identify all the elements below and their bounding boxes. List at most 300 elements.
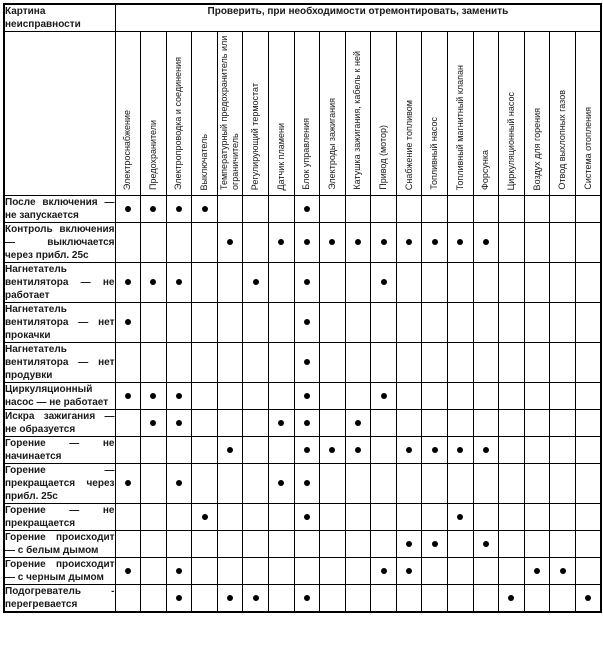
check-cell xyxy=(243,531,269,558)
check-dot xyxy=(278,239,284,245)
check-cell xyxy=(550,504,576,531)
check-cell xyxy=(345,410,371,437)
check-cell xyxy=(294,383,320,410)
check-dot xyxy=(125,206,131,212)
check-cell xyxy=(422,343,448,383)
check-cell xyxy=(422,303,448,343)
check-cell xyxy=(575,303,601,343)
check-dot xyxy=(381,393,387,399)
check-dot xyxy=(457,447,463,453)
check-cell xyxy=(268,585,294,613)
check-cell xyxy=(575,558,601,585)
check-cell xyxy=(371,410,397,437)
check-cell xyxy=(320,343,346,383)
check-cell xyxy=(115,531,141,558)
check-dot xyxy=(381,568,387,574)
check-cell xyxy=(320,531,346,558)
check-dot xyxy=(406,541,412,547)
check-dot xyxy=(483,447,489,453)
check-cell xyxy=(166,263,192,303)
check-dot xyxy=(508,595,514,601)
check-cell xyxy=(217,531,243,558)
fault-row-13 xyxy=(4,585,601,613)
check-cell xyxy=(268,437,294,464)
check-cell xyxy=(141,585,167,613)
check-cell xyxy=(217,383,243,410)
check-cell xyxy=(422,223,448,263)
check-cell xyxy=(499,437,525,464)
check-cell xyxy=(294,196,320,223)
check-dot xyxy=(176,420,182,426)
check-cell xyxy=(217,437,243,464)
check-cell xyxy=(422,410,448,437)
check-cell xyxy=(294,437,320,464)
check-cell xyxy=(141,558,167,585)
check-cell xyxy=(448,585,474,613)
check-dot xyxy=(202,206,208,212)
check-dot xyxy=(355,239,361,245)
check-dot xyxy=(150,393,156,399)
check-dot xyxy=(176,480,182,486)
check-cell xyxy=(268,196,294,223)
check-cell xyxy=(217,410,243,437)
check-cell xyxy=(499,585,525,613)
check-cell xyxy=(524,303,550,343)
check-dot xyxy=(585,595,591,601)
check-dot xyxy=(304,279,310,285)
check-cell xyxy=(268,303,294,343)
check-cell xyxy=(115,558,141,585)
check-cell xyxy=(217,343,243,383)
check-dot xyxy=(278,420,284,426)
check-cell xyxy=(575,223,601,263)
column-header-8 xyxy=(294,32,320,196)
check-cell xyxy=(192,343,218,383)
check-cell xyxy=(550,585,576,613)
check-cell xyxy=(268,558,294,585)
fault-row-label: Горение — прекращается через прибл. 25с xyxy=(5,465,115,502)
check-cell xyxy=(524,437,550,464)
check-cell xyxy=(243,263,269,303)
check-cell xyxy=(371,464,397,504)
check-cell xyxy=(294,343,320,383)
column-header-14 xyxy=(448,32,474,196)
check-cell xyxy=(473,504,499,531)
table-body xyxy=(4,196,601,613)
fault-row-label: Искра зажигания — не образуется xyxy=(5,411,115,435)
check-cell xyxy=(320,585,346,613)
check-cell xyxy=(448,531,474,558)
check-cell xyxy=(473,437,499,464)
check-cell xyxy=(422,504,448,531)
column-header-label: Циркуляционный насос xyxy=(505,91,516,190)
column-header-10 xyxy=(345,32,371,196)
check-cell xyxy=(396,585,422,613)
check-dot xyxy=(202,514,208,520)
check-cell xyxy=(115,464,141,504)
check-dot xyxy=(278,480,284,486)
check-cell xyxy=(499,223,525,263)
check-cell xyxy=(473,464,499,504)
check-dot xyxy=(406,239,412,245)
check-cell xyxy=(294,263,320,303)
check-cell xyxy=(141,343,167,383)
column-header-7 xyxy=(268,32,294,196)
fault-row-label: Нагнетатель вентилятора — нет продувки xyxy=(5,344,115,381)
check-cell xyxy=(524,263,550,303)
check-dot xyxy=(176,279,182,285)
check-cell xyxy=(115,223,141,263)
check-cell xyxy=(268,410,294,437)
check-cell xyxy=(422,383,448,410)
check-cell xyxy=(473,531,499,558)
check-dot xyxy=(432,239,438,245)
check-dot xyxy=(176,393,182,399)
fault-row-3 xyxy=(4,263,601,303)
check-cell xyxy=(396,383,422,410)
check-dot xyxy=(432,541,438,547)
check-dot xyxy=(381,279,387,285)
check-cell xyxy=(217,464,243,504)
check-dot xyxy=(381,239,387,245)
check-cell xyxy=(396,531,422,558)
check-dot xyxy=(432,447,438,453)
check-cell xyxy=(294,464,320,504)
check-cell xyxy=(575,504,601,531)
check-cell xyxy=(345,531,371,558)
check-cell xyxy=(524,558,550,585)
check-cell xyxy=(217,196,243,223)
column-header-label: Система отопления xyxy=(582,107,593,190)
check-cell xyxy=(217,223,243,263)
check-cell xyxy=(294,303,320,343)
check-dot xyxy=(329,239,335,245)
check-dot xyxy=(304,393,310,399)
check-dot xyxy=(176,568,182,574)
check-dot xyxy=(457,239,463,245)
check-cell xyxy=(320,437,346,464)
column-header-label: Снабжение топливом xyxy=(403,99,414,190)
check-cell xyxy=(499,410,525,437)
check-dot xyxy=(125,568,131,574)
column-header-3 xyxy=(166,32,192,196)
main-header-row xyxy=(4,4,601,32)
check-cell xyxy=(166,531,192,558)
fault-row-4 xyxy=(4,303,601,343)
check-cell xyxy=(448,558,474,585)
check-cell xyxy=(575,410,601,437)
check-dot xyxy=(483,239,489,245)
check-cell xyxy=(396,263,422,303)
check-cell xyxy=(371,303,397,343)
check-cell xyxy=(166,223,192,263)
check-cell xyxy=(115,196,141,223)
check-cell xyxy=(166,343,192,383)
check-cell xyxy=(448,437,474,464)
column-header-label: Датчик пламени xyxy=(275,122,286,190)
column-header-16 xyxy=(499,32,525,196)
check-cell xyxy=(499,558,525,585)
check-cell xyxy=(294,585,320,613)
check-cell xyxy=(115,263,141,303)
check-dot xyxy=(176,206,182,212)
check-cell xyxy=(575,196,601,223)
check-dot xyxy=(406,568,412,574)
fault-row-10 xyxy=(4,504,601,531)
fault-row-8 xyxy=(4,437,601,464)
column-header-19 xyxy=(575,32,601,196)
fault-row-label: Горение происходит — с белым дымом xyxy=(5,532,115,556)
check-cell xyxy=(192,464,218,504)
check-cell xyxy=(294,558,320,585)
column-header-9 xyxy=(320,32,346,196)
check-cell xyxy=(499,303,525,343)
check-dot xyxy=(150,279,156,285)
check-dot xyxy=(483,541,489,547)
fault-row-5 xyxy=(4,343,601,383)
check-cell xyxy=(166,437,192,464)
check-cell xyxy=(243,558,269,585)
column-header-label: Предохранители xyxy=(147,120,158,190)
check-dot xyxy=(125,480,131,486)
check-cell xyxy=(115,437,141,464)
check-cell xyxy=(550,223,576,263)
fault-row-12 xyxy=(4,558,601,585)
check-cell xyxy=(243,303,269,343)
check-cell xyxy=(550,464,576,504)
check-cell xyxy=(575,464,601,504)
check-cell xyxy=(371,263,397,303)
check-dot xyxy=(304,420,310,426)
column-header-2 xyxy=(141,32,167,196)
check-cell xyxy=(294,223,320,263)
check-cell xyxy=(192,558,218,585)
check-cell xyxy=(396,303,422,343)
check-cell xyxy=(371,585,397,613)
check-cell xyxy=(243,464,269,504)
check-dot xyxy=(227,447,233,453)
check-dot xyxy=(150,420,156,426)
check-cell xyxy=(141,504,167,531)
column-header-label: Регулирующий термостат xyxy=(250,82,261,190)
check-cell xyxy=(243,343,269,383)
check-dot xyxy=(125,319,131,325)
check-cell xyxy=(115,343,141,383)
check-cell xyxy=(448,196,474,223)
check-cell xyxy=(141,531,167,558)
check-cell xyxy=(320,410,346,437)
check-cell xyxy=(268,531,294,558)
check-cell xyxy=(473,196,499,223)
check-cell xyxy=(294,531,320,558)
check-cell xyxy=(243,223,269,263)
check-cell xyxy=(448,504,474,531)
check-cell xyxy=(499,263,525,303)
check-dot xyxy=(406,447,412,453)
check-cell xyxy=(422,196,448,223)
check-cell xyxy=(499,196,525,223)
check-cell xyxy=(141,383,167,410)
check-cell xyxy=(217,504,243,531)
check-cell xyxy=(166,504,192,531)
check-cell xyxy=(217,303,243,343)
check-cell xyxy=(243,437,269,464)
check-cell xyxy=(141,196,167,223)
check-dot xyxy=(457,514,463,520)
check-cell xyxy=(448,343,474,383)
check-dot xyxy=(355,420,361,426)
check-cell xyxy=(345,223,371,263)
check-cell xyxy=(396,196,422,223)
check-cell xyxy=(499,343,525,383)
check-cell xyxy=(422,558,448,585)
check-cell xyxy=(345,343,371,383)
check-cell xyxy=(320,263,346,303)
check-cell xyxy=(524,410,550,437)
empty-corner-cell xyxy=(4,32,115,196)
check-cell xyxy=(141,303,167,343)
check-cell xyxy=(192,504,218,531)
check-cell xyxy=(371,558,397,585)
check-cell xyxy=(141,223,167,263)
check-cell xyxy=(473,585,499,613)
check-cell xyxy=(320,558,346,585)
check-cell xyxy=(166,303,192,343)
check-cell xyxy=(550,263,576,303)
check-cell xyxy=(422,531,448,558)
check-cell xyxy=(345,464,371,504)
column-header-label: Температурный предохранитель или ограничитель xyxy=(219,35,241,190)
check-cell xyxy=(550,558,576,585)
check-cell xyxy=(268,504,294,531)
check-cell xyxy=(192,263,218,303)
column-header-5 xyxy=(217,32,243,196)
check-cell xyxy=(550,343,576,383)
fault-row-label: Нагнетатель вентилятора — нет прокачки xyxy=(5,304,115,341)
check-cell xyxy=(371,504,397,531)
check-cell xyxy=(115,383,141,410)
fault-diagnosis-table xyxy=(3,3,602,613)
check-cell xyxy=(115,303,141,343)
check-cell xyxy=(345,504,371,531)
check-cell xyxy=(473,558,499,585)
check-cell xyxy=(166,464,192,504)
check-cell xyxy=(166,558,192,585)
check-dot xyxy=(304,319,310,325)
check-cell xyxy=(575,585,601,613)
check-cell xyxy=(320,223,346,263)
column-header-18 xyxy=(550,32,576,196)
column-header-12 xyxy=(396,32,422,196)
check-cell xyxy=(524,585,550,613)
check-cell xyxy=(473,410,499,437)
column-header-6 xyxy=(243,32,269,196)
check-cell xyxy=(524,383,550,410)
check-cell xyxy=(396,410,422,437)
check-cell xyxy=(550,196,576,223)
check-cell xyxy=(192,410,218,437)
check-cell xyxy=(422,437,448,464)
check-dot xyxy=(227,239,233,245)
check-dot xyxy=(304,480,310,486)
check-cell xyxy=(396,558,422,585)
check-cell xyxy=(473,343,499,383)
fault-row-label: Контроль включения — выключается через прибл. 25с xyxy=(5,224,115,261)
check-dot xyxy=(329,447,335,453)
column-header-label: Отвод выхлопных газов xyxy=(557,90,568,190)
column-header-label: Катушка зажигания, кабель к ней xyxy=(352,51,363,190)
corner-header: Картина неисправности xyxy=(4,4,115,32)
check-cell xyxy=(371,196,397,223)
check-cell xyxy=(473,223,499,263)
check-cell xyxy=(422,263,448,303)
check-dot xyxy=(304,514,310,520)
check-dot xyxy=(560,568,566,574)
check-cell xyxy=(575,437,601,464)
check-cell xyxy=(192,303,218,343)
check-cell xyxy=(345,558,371,585)
check-cell xyxy=(448,263,474,303)
check-cell xyxy=(345,263,371,303)
check-dot xyxy=(304,206,310,212)
check-dot xyxy=(534,568,540,574)
check-cell xyxy=(217,263,243,303)
check-dot xyxy=(125,393,131,399)
check-cell xyxy=(473,303,499,343)
check-cell xyxy=(550,303,576,343)
check-cell xyxy=(575,343,601,383)
check-cell xyxy=(141,437,167,464)
check-cell xyxy=(243,196,269,223)
check-cell xyxy=(141,263,167,303)
fault-row-2 xyxy=(4,223,601,263)
check-cell xyxy=(268,263,294,303)
check-cell xyxy=(192,383,218,410)
check-cell xyxy=(268,383,294,410)
check-cell xyxy=(166,196,192,223)
check-cell xyxy=(524,504,550,531)
check-dot xyxy=(355,447,361,453)
check-cell xyxy=(499,531,525,558)
check-cell xyxy=(448,383,474,410)
fault-row-1 xyxy=(4,196,601,223)
check-cell xyxy=(396,437,422,464)
check-cell xyxy=(550,531,576,558)
column-header-label: Электроснабжение xyxy=(122,109,133,190)
check-cell xyxy=(473,383,499,410)
check-cell xyxy=(345,585,371,613)
check-cell xyxy=(499,383,525,410)
check-cell xyxy=(371,531,397,558)
check-cell xyxy=(268,223,294,263)
column-header-17 xyxy=(524,32,550,196)
check-dot xyxy=(150,206,156,212)
column-header-label: Привод (мотор) xyxy=(378,125,389,190)
check-cell xyxy=(243,504,269,531)
fault-row-label: Горение — не прекращается xyxy=(5,505,115,529)
column-header-13 xyxy=(422,32,448,196)
check-cell xyxy=(166,383,192,410)
check-cell xyxy=(422,464,448,504)
check-cell xyxy=(396,504,422,531)
fault-row-7 xyxy=(4,410,601,437)
fault-row-6 xyxy=(4,383,601,410)
check-cell xyxy=(294,504,320,531)
check-dot xyxy=(253,595,259,601)
check-dot xyxy=(176,595,182,601)
check-dot xyxy=(227,595,233,601)
check-cell xyxy=(396,343,422,383)
